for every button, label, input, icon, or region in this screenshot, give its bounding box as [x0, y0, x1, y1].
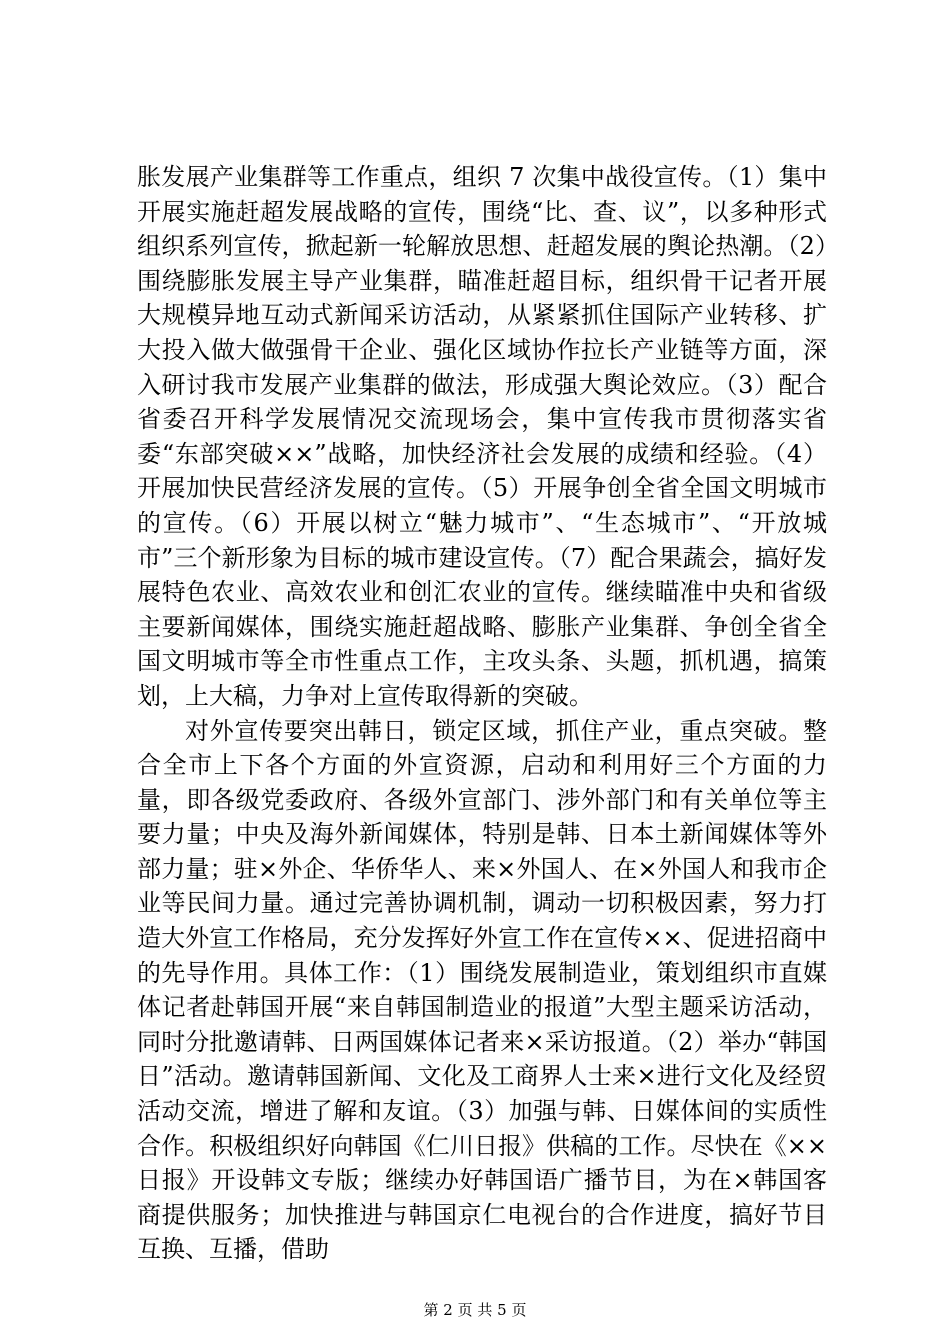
paragraph-continued: 胀发展产业集群等工作重点，组织 7 次集中战役宣传。（1）集中开展实施赶超发展战略的宣传，围绕“比、查、议”，以多种形式组织系列宣传，掀起新一轮解放思想、赶超发展的舆论热潮。（2）围绕膨胀发展主导产业集群，瞄准赶超目标，组织骨干记者开展大规模异地互动式新闻采访活动，从紧紧抓住国际产业转移、扩大投入做大做强骨干企业、强化区域协作拉长产业链等方面，深入研讨我市发展产业集群的做法，形成强大舆论效应。（3）配合省委召开科学发展情况交流现场会，集中宣传我市贯彻落实省委“东部突破××”战略，加快经济社会发展的成绩和经验。（4）开展加快民营经济发展的宣传。（5）开展争创全省全国文明城市的宣传。（6）开展以树立“魅力城市”、“生态城市”、“开放城市”三个新形象为目标的城市建设宣传。（7）配合果蔬会，搞好发展特色农业、高效农业和创汇农业的宣传。继续瞄准中央和省级主要新闻媒体，围绕实施赶超战略、膨胀产业集群、争创全省全国文明城市等全市性重点工作，主攻头条、头题，抓机遇，搞策划，上大稿，力争对上宣传取得新的突破。 [137, 163, 827, 710]
paragraph-foreign-publicity: 对外宣传要突出韩日，锁定区域，抓住产业，重点突破。整合全市上下各个方面的外宣资源，启动和利用好三个方面的力量，即各级党委政府、各级外宣部门、涉外部门和有关单位等主要力量；中央及海外新闻媒体，特别是韩、日本土新闻媒体等外部力量；驻×外企、华侨华人、来×外国人、在×外国人和我市企业等民间力量。通过完善协调机制，调动一切积极因素，努力打造大外宣工作格局，充分发挥好外宣工作在宣传××、促进招商中的先导作用。具体工作：（1）围绕发展制造业，策划组织市直媒体记者赴韩国开展“来自韩国制造业的报道”大型主题采访活动，同时分批邀请韩、日两国媒体记者来×采访报道。（2）举办“韩国日”活动。邀请韩国新闻、文化及工商界人士来×进行文化及经贸活动交流，增进了解和友谊。（3）加强与韩、日媒体间的实质性合作。积极组织好向韩国《仁川日报》供稿的工作。尽快在《××日报》开设韩文专版；继续办好韩国语广播节目，为在×韩国客商提供服务；加快推进与韩国京仁电视台的合作进度，搞好节目互换、互播，借助 [137, 716, 827, 1264]
page-number-footer: 第 2 页 共 5 页 [423, 1301, 527, 1319]
document-body [137, 160, 827, 1267]
